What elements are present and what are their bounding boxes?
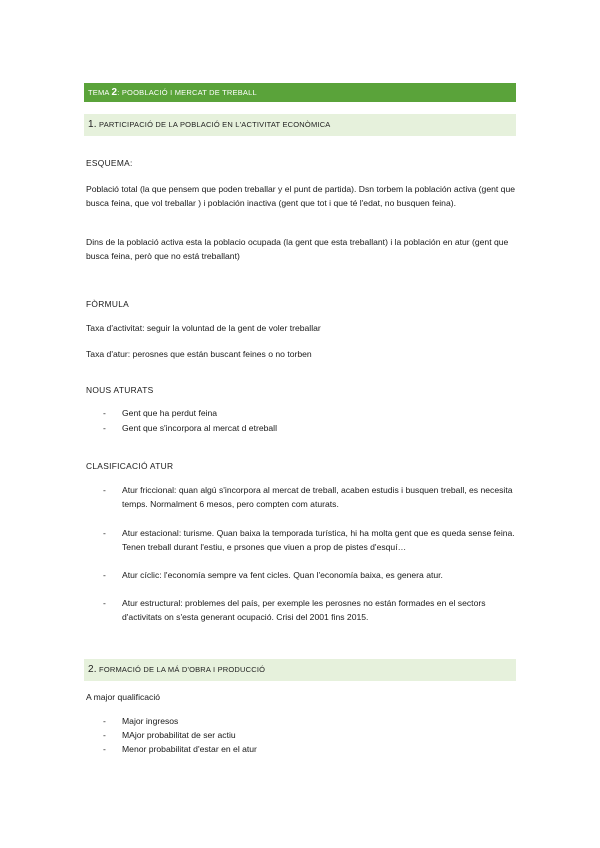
list-item-text: Atur estructural: problemes del país, per exemple les perosnes no están formades en el sectors d'activitats on s'esta generant ocupació. Crisi del 2001 fins 2015. (122, 598, 486, 622)
qualificacio-heading: A major qualificació (86, 692, 161, 702)
topic-number: 2 (111, 87, 118, 98)
section-1-title: PARTICIPACIÓ DE LA POBLACIÓ EN L'ACTIVITAT ECONÒMICA (99, 120, 331, 129)
section-2-header (84, 659, 516, 681)
document-page: TEMA 2: POOBLACIÓ I MERCAT DE TREBALL 1. PARTICIPACIÓ DE LA POBLACIÓ EN L'ACTIVITAT ECONÒMICA ESQUEMA: Població total (la que pensem que poden treballar y el punt de partida). Dsn torbem la población activa (gent que busca feina, que vol treballar ) i población inactiva (gent que tot i que té l'edat, no busquen feina). Dins de la població activa esta la poblacio ocupada (la gent que esta treballant) i la población en atur (gent que busca feina, però que no está treballant) FÒRMULA Taxa d'activitat: seguir la voluntad de la gent de voler treballar Taxa d'atur: perosnes que están buscant feines o no torben NOUS ATURATS - Gent que ha perdut feina - Gent que s'incorpora al mercat d etreball CLASIFICACIÓ ATUR - Atur friccional: quan algú s'incorpora al mercat de treball, acaben estudis i busquen treball, es necesita temps. Normalment 6 mesos, pero compten com aturats. - Atur estacional: turisme. Quan baixa la temporada turística, hi ha molta gent que es queda sense feina. Tenen treball durant l'estiu, e prsones que viuen a prop de pistes d'esquí… - Atur cíclic: l'economía sempre va fent cicles. Quan l'economía baixa, es genera atur. - Atur estructural: problemes del país, per exemple les perosnes no están formades en el sectors d'activitats on s'esta generant ocupació. Crisi del 2001 fins 2015. 2. FORMACIÓ DE LA MÁ D'OBRA I PRODUCCIÓ A major qualificació - Major ingresos - MAjor probabilitat de ser actiu - Menor probabilitat d'estar en el atur (0, 0, 600, 848)
section-1-header (84, 114, 516, 136)
topic-title: POOBLACIÓ I MERCAT DE TREBALL (121, 88, 257, 97)
list-item-text: Menor probabilitat d'estar en el atur (122, 744, 257, 754)
topic-header (84, 83, 516, 102)
formula-line-2: Taxa d'atur: perosnes que están buscant feines o no torben (86, 349, 312, 359)
section-2-title: FORMACIÓ DE LA MÁ D'OBRA I PRODUCCIÓ (99, 665, 266, 674)
section-2-number: 2. (88, 664, 97, 675)
list-item-text: Atur estacional: turisme. Quan baixa la temporada turística, hi ha molta gent que es queda sense feina. Tenen treball durant l'estiu, e prsones que viuen a prop de pistes d'esquí… (122, 528, 515, 552)
list-item-text: Atur cíclic: l'economía sempre va fent cicles. Quan l'economía baixa, es genera atur. (122, 570, 443, 580)
esquema-paragraph-1: Població total (la que pensem que poden treballar y el punt de partida). Dsn torbem la población activa (gent que busca feina, que vol treballar ) i población inactiva (gent que tot i que té l'edat, no busquen feina). (86, 184, 515, 209)
list-item-text: Gent que s'incorpora al mercat d etreball (122, 423, 277, 433)
esquema-heading: ESQUEMA: (86, 158, 133, 168)
topic-separator: : (117, 88, 122, 97)
section-1-number: 1. (88, 119, 97, 130)
esquema-paragraph-2: Dins de la població activa esta la poblacio ocupada (la gent que esta treballant) i la población en atur (gent que busca feina, però que no está treballant) (86, 237, 509, 262)
list-item-text: Atur friccional: quan algú s'incorpora al mercat de treball, acaben estudis i busquen treball, es necesita temps. Normalment 6 mesos, pero compten com aturats. (122, 485, 513, 509)
list-item-text: Major ingresos (122, 716, 179, 726)
topic-prefix: TEMA (88, 88, 112, 97)
nous-aturats-heading: NOUS ATURATS (86, 385, 154, 395)
list-item-text: MAjor probabilitat de ser actiu (122, 730, 236, 740)
formula-heading: FÒRMULA (86, 299, 130, 309)
list-item-text: Gent que ha perdut feina (122, 408, 218, 418)
classificacio-heading: CLASIFICACIÓ ATUR (86, 461, 174, 471)
formula-line-1: Taxa d'activitat: seguir la voluntad de la gent de voler treballar (86, 323, 321, 333)
